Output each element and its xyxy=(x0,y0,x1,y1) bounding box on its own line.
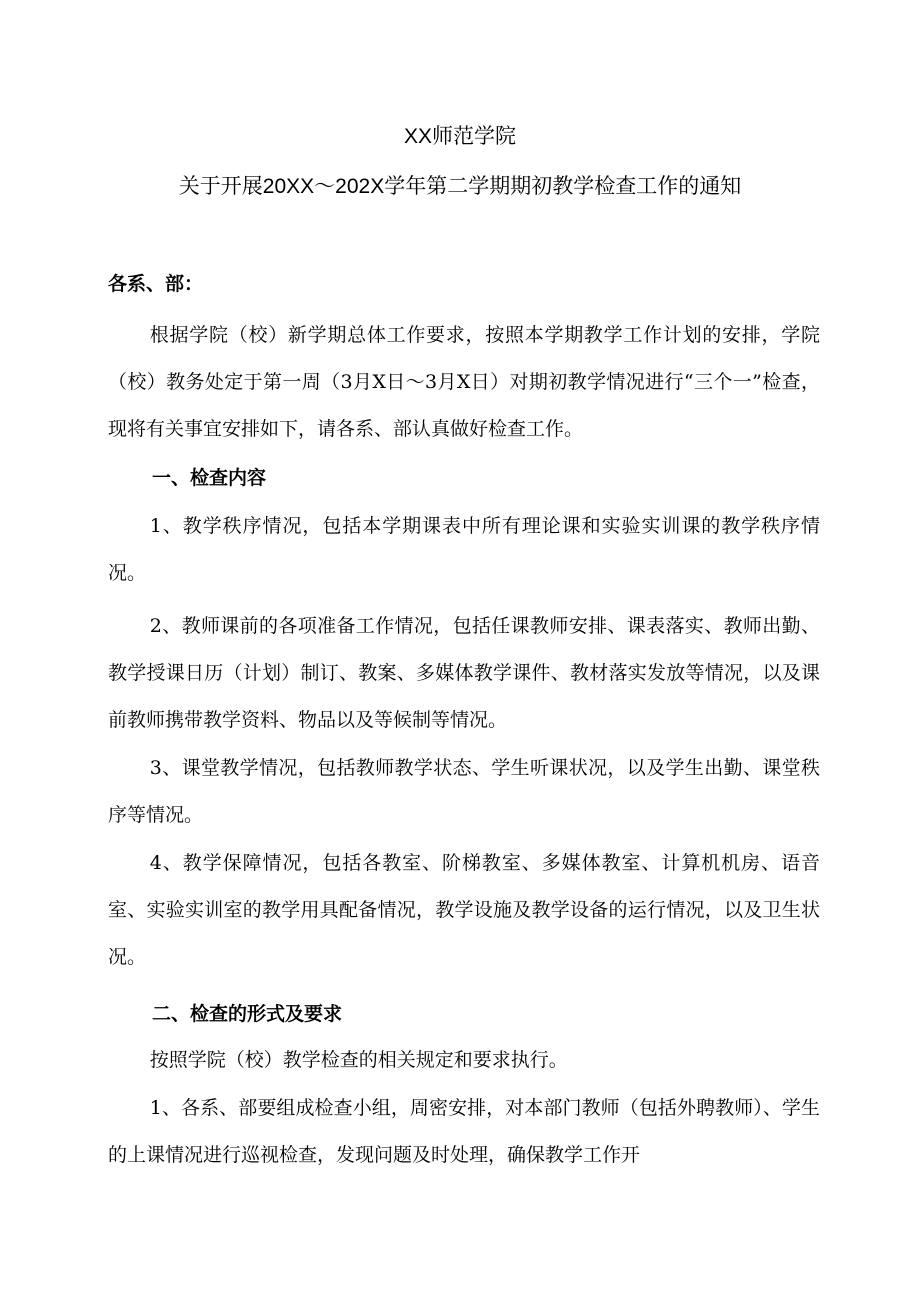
form-intro-paragraph: 按照学院（校）教学检查的相关规定和要求执行。 xyxy=(149,1049,568,1071)
content-item-2: 2、教师课前的各项准备工作情况，包括任课教师安排、课表落实、教师出勤、教学授课日历（计划）制订、教案、多媒体教学课件、教材落实发放等情况，以及课前教师携带教学资料、物品以及等候制等情况。 xyxy=(108,615,820,731)
intro-paragraph: 根据学院（校）新学期总体工作要求，按照本学期教学工作计划的安排，学院（校）教务处定于第一周（3月X日～3月X日）对期初教学情况进行“三个一”检查，现将有关事宜安排如下，请各系、部认真做好检查工作。 xyxy=(108,324,820,440)
institution-title: XX师范学院 xyxy=(403,125,516,148)
section-heading-form-and-requirements: 二、检查的形式及要求 xyxy=(152,1003,343,1025)
section-heading-inspection-content: 一、检查内容 xyxy=(152,467,267,489)
form-item-1: 1、各系、部要组成检查小组，周密安排，对本部门教师（包括外聘教师）、学生的上课情况进行巡视检查，发现问题及时处理，确保教学工作开 xyxy=(108,1097,820,1166)
salutation: 各系、部： xyxy=(108,273,204,295)
content-item-4: 4、教学保障情况，包括各教室、阶梯教室、多媒体教室、计算机机房、语音室、实验实训室的教学用具配备情况，教学设施及教学设备的运行情况，以及卫生状况。 xyxy=(108,852,820,968)
content-item-1: 1、教学秩序情况，包括本学期课表中所有理论课和实验实训课的教学秩序情况。 xyxy=(108,515,820,584)
notice-title: 关于开展20XX～202X学年第二学期期初教学检查工作的通知 xyxy=(178,175,742,198)
content-item-3: 3、课堂教学情况，包括教师教学状态、学生听课状况，以及学生出勤、课堂秩序等情况。 xyxy=(108,757,820,826)
